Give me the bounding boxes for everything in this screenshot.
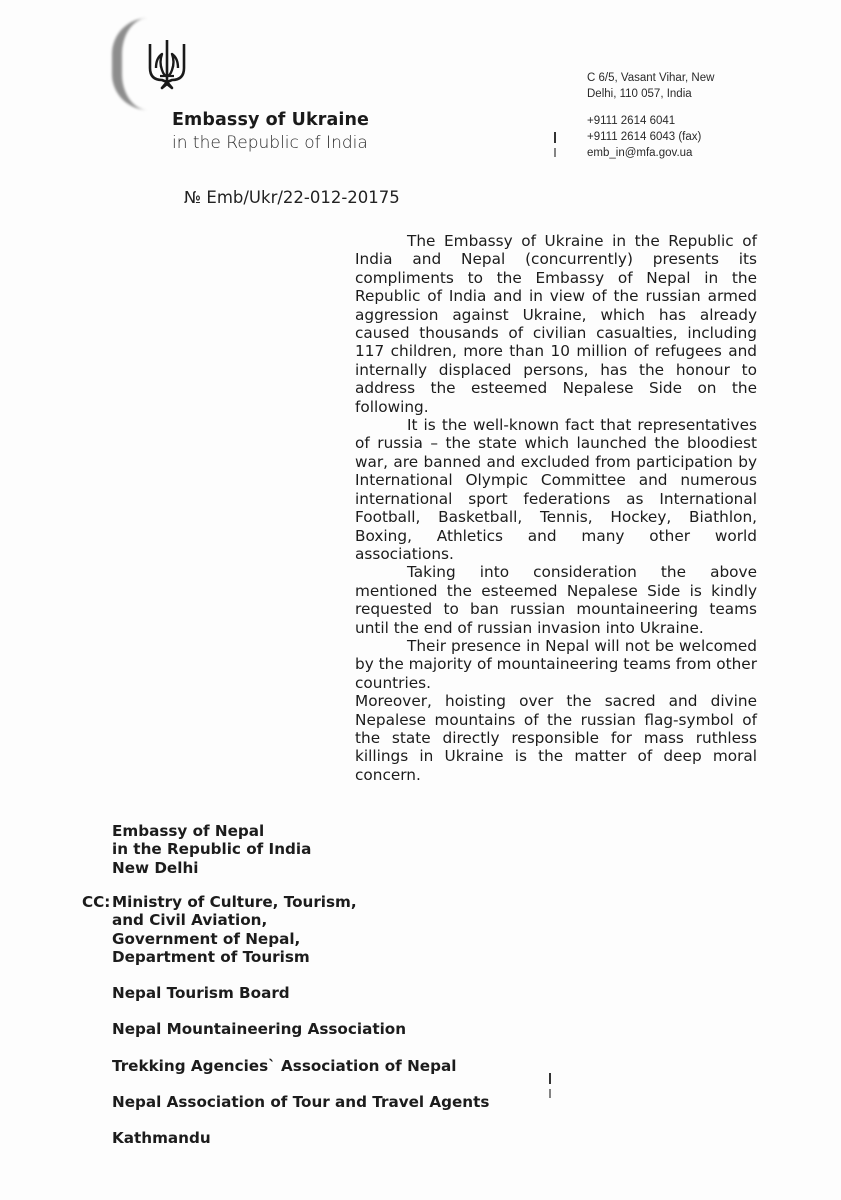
scan-shadow [112, 18, 148, 110]
cc-item: Kathmandu [112, 1129, 211, 1147]
recipient-block [112, 822, 311, 877]
embassy-contacts [587, 113, 701, 161]
cc-block [82, 893, 357, 966]
cc-line: Department of Tourism [112, 947, 310, 966]
recipient-line: in the Republic of India [112, 840, 312, 859]
cc-line: Ministry of Culture, Tourism, [112, 893, 357, 911]
body-paragraph: Moreover, hoisting over the sacred and divine Nepalese mountains of the russian flag-symbol of the state directly responsible for mass ruthless killings in Ukraine is the matter of deep moral concern. [355, 692, 757, 784]
scan-mark [549, 1073, 551, 1084]
body-paragraph: The Embassy of Ukraine in the Republic of India and Nepal (concurrently) presents its compliments to the Embassy of Nepal in the Republic of India and in view of the russian armed aggression against Ukraine, which has already caused thousands of civilian casualties, including 117 children, more than 10 million of refugees and internally displaced persons, has the honour to address the esteemed Nepalese Side on the following. [355, 232, 757, 416]
recipient-line: New Delhi [112, 858, 199, 877]
address-line: Delhi, 110 057, India [587, 88, 692, 100]
cc-line: Government of Nepal, [112, 929, 301, 948]
scan-mark [554, 132, 556, 143]
email-address: emb_in@mfa.gov.ua [587, 147, 693, 159]
cc-item: Nepal Association of Tour and Travel Agents [112, 1093, 490, 1111]
embassy-title: Embassy of Ukraine [172, 110, 370, 130]
ukraine-trident-icon [146, 38, 188, 92]
scan-mark [549, 1089, 551, 1098]
fax-number: +9111 2614 6043 (fax) [587, 131, 702, 143]
scan-mark [554, 148, 556, 157]
recipient-line: Embassy of Nepal [112, 822, 265, 840]
cc-lines [112, 893, 357, 966]
address-line: C 6/5, Vasant Vihar, New [587, 72, 715, 84]
reference-number: № Emb/Ukr/22-012-20175 [184, 188, 400, 207]
phone-number: +9111 2614 6041 [587, 115, 676, 127]
embassy-subtitle: in the Republic of India [172, 133, 368, 153]
body-paragraph: It is the well-known fact that representatives of russia – the state which launched the bloodiest war, are banned and excluded from participation by International Olympic Committee and numerous international sport federations as International Football, Basketball, Tennis, Hockey, Biathlon, Boxing, Athletics and many other world associations. [355, 416, 757, 563]
cc-item: Trekking Agencies` Association of Nepal [112, 1057, 457, 1075]
cc-item: Nepal Mountaineering Association [112, 1020, 407, 1038]
cc-label: CC: [82, 893, 111, 911]
body-paragraph: Their presence in Nepal will not be welcomed by the majority of mountaineering teams from other countries. [355, 636, 757, 692]
body-paragraph: Taking into consideration the above mentioned the esteemed Nepalese Side is kindly requested to ban russian mountaineering teams until the end of russian invasion into Ukraine. [355, 563, 757, 637]
cc-item: Nepal Tourism Board [112, 984, 290, 1002]
letter-body [355, 232, 757, 784]
cc-line: and Civil Aviation, [112, 911, 268, 930]
embassy-address [587, 70, 714, 102]
